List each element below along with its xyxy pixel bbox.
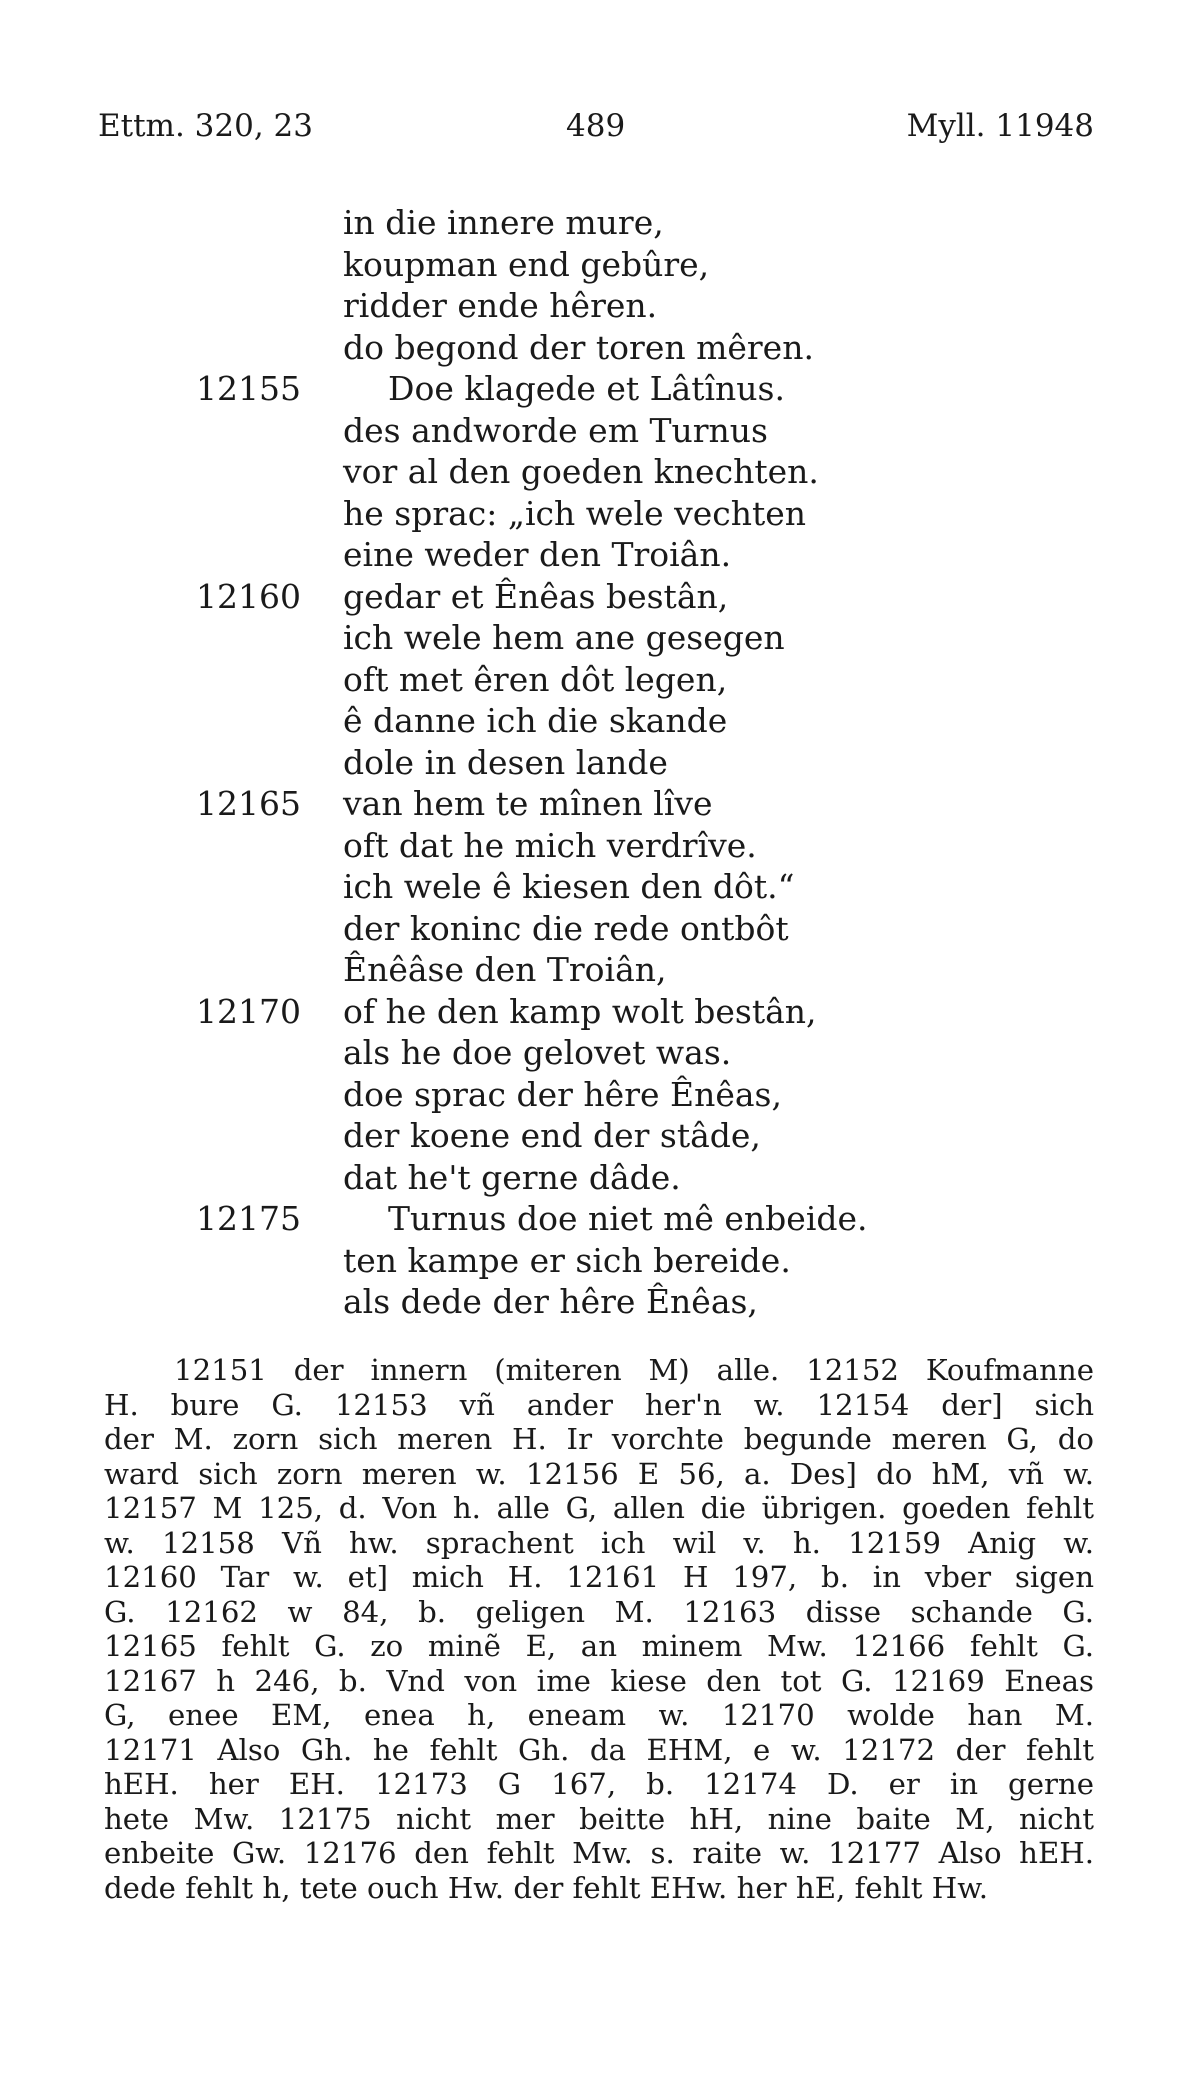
apparatus-line: 12171 Also Gh. he fehlt Gh. da EHM, e w. 12172 der fehlt	[104, 1732, 1094, 1767]
verse-line	[0, 908, 1200, 950]
header-right-reference: Myll. 11948	[906, 108, 1094, 144]
verse-line	[0, 244, 1200, 286]
verse-line-text: gedar et Ênêas bestân,	[343, 576, 729, 616]
apparatus-line: 12160 Tar w. et] mich H. 12161 H 197, b. in vber sigen	[104, 1560, 1094, 1594]
verse-line-text: der koene end der stâde,	[343, 1116, 761, 1155]
apparatus-line: w. 12158 Vñ hw. sprachent ich wil v. h. 12159 Anig w.	[104, 1525, 1094, 1560]
verse-line-text: of he den kamp wolt bestân,	[343, 991, 817, 1031]
verse-line-number: 12155	[196, 369, 301, 408]
verse-line-number: 12160	[196, 576, 301, 616]
verse-line-text: ê danne ich die skande	[343, 701, 728, 740]
critical-apparatus	[104, 1353, 1094, 1905]
page-number: 489	[566, 108, 626, 144]
apparatus-line: 12167 h 246, b. Vnd von ime kiese den tot G. 12169 Eneas	[104, 1663, 1094, 1698]
verse-line	[0, 617, 1200, 659]
verse-line-number: 12165	[196, 784, 301, 823]
verse-line	[0, 700, 1200, 742]
verse-line	[0, 451, 1200, 493]
verse-line-text: als dede der hêre Ênêas,	[343, 1282, 758, 1321]
running-header	[98, 108, 1094, 152]
apparatus-line: ward sich zorn meren w. 12156 E 56, a. Des] do hM, vñ w.	[104, 1456, 1094, 1491]
header-left-reference: Ettm. 320, 23	[98, 108, 313, 144]
apparatus-line: H. bure G. 12153 vñ ander her'n w. 12154 der] sich	[104, 1387, 1094, 1422]
verse-line-text: ten kampe er sich bereide.	[343, 1240, 791, 1280]
verse-line	[0, 825, 1200, 867]
verse-line	[0, 410, 1200, 452]
verse-line-text: ich wele ê kiesen den dôt.“	[343, 867, 795, 906]
verse-line-text: he sprac: „ich wele vechten	[343, 493, 807, 533]
verse-line	[0, 1281, 1200, 1323]
verse-line	[0, 368, 1200, 410]
apparatus-line: der M. zorn sich meren H. Ir vorchte begunde meren G, do	[104, 1422, 1094, 1456]
verse-line-text: oft met êren dôt legen,	[343, 659, 728, 699]
verse-line	[0, 1198, 1200, 1240]
verse-line-text: ridder ende hêren.	[343, 286, 658, 325]
apparatus-line: 12165 fehlt G. zo minẽ E, an minem Mw. 12166 fehlt G.	[104, 1629, 1094, 1663]
verse-line-text: in die innere mure,	[343, 203, 664, 242]
verse-line	[0, 202, 1200, 244]
verse-line	[0, 783, 1200, 825]
verse-line	[0, 949, 1200, 991]
verse-line	[0, 327, 1200, 369]
apparatus-line: G, enee EM, enea h, eneam w. 12170 wolde han M.	[104, 1698, 1094, 1732]
verse-line-text: des andworde em Turnus	[343, 410, 768, 450]
verse-line-text: vor al den goeden knechten.	[343, 452, 819, 491]
verse-line-number: 12170	[196, 991, 301, 1031]
verse-line-text: do begond der toren mêren.	[343, 327, 814, 367]
verse-line-text: van hem te mînen lîve	[343, 784, 713, 823]
verse-line-text: eine weder den Troiân.	[343, 535, 732, 574]
apparatus-line: hEH. her EH. 12173 G 167, b. 12174 D. er in gerne	[104, 1767, 1094, 1801]
verse-line	[0, 991, 1200, 1033]
verse-line-text: Ênêâse den Troiân,	[343, 950, 667, 989]
apparatus-line: dede fehlt h, tete ouch Hw. der fehlt EHw. her hE, fehlt Hw.	[104, 1870, 989, 1905]
verse-line	[0, 285, 1200, 327]
verse-line	[0, 866, 1200, 908]
verse-text	[0, 202, 1200, 1323]
apparatus-line: 12151 der innern (miteren M) alle. 12152 Koufmanne	[174, 1353, 1094, 1387]
verse-line	[0, 576, 1200, 618]
verse-line	[0, 493, 1200, 535]
apparatus-line: enbeite Gw. 12176 den fehlt Mw. s. raite w. 12177 Also hEH.	[104, 1836, 1094, 1870]
verse-line	[0, 659, 1200, 701]
verse-line	[0, 1074, 1200, 1116]
verse-line-text: koupman end gebûre,	[343, 244, 710, 284]
verse-line	[0, 742, 1200, 784]
verse-line	[0, 1240, 1200, 1282]
apparatus-line: hete Mw. 12175 nicht mer beitte hH, nine baite M, nicht	[104, 1801, 1094, 1836]
apparatus-line: 12157 M 125, d. Von h. alle G, allen die übrigen. goeden fehlt	[104, 1491, 1094, 1525]
apparatus-line: G. 12162 w 84, b. geligen M. 12163 disse schande G.	[104, 1594, 1094, 1629]
verse-line-text: ich wele hem ane gesegen	[343, 618, 785, 657]
verse-line	[0, 1032, 1200, 1074]
verse-line-number: 12175	[196, 1199, 301, 1238]
verse-line-text: der koninc die rede ontbôt	[343, 908, 789, 948]
verse-line	[0, 1157, 1200, 1199]
verse-line	[0, 1115, 1200, 1157]
verse-line-text: doe sprac der hêre Ênêas,	[343, 1074, 782, 1114]
verse-line-text: als he doe gelovet was.	[343, 1033, 732, 1072]
verse-line-text: dole in desen lande	[343, 742, 668, 782]
verse-line-text: dat he't gerne dâde.	[343, 1157, 681, 1197]
verse-line	[0, 534, 1200, 576]
verse-line-text: Doe klagede et Lâtînus.	[388, 369, 785, 408]
verse-line-text: oft dat he mich verdrîve.	[343, 825, 757, 865]
verse-line-text: Turnus doe niet mê enbeide.	[388, 1199, 868, 1238]
